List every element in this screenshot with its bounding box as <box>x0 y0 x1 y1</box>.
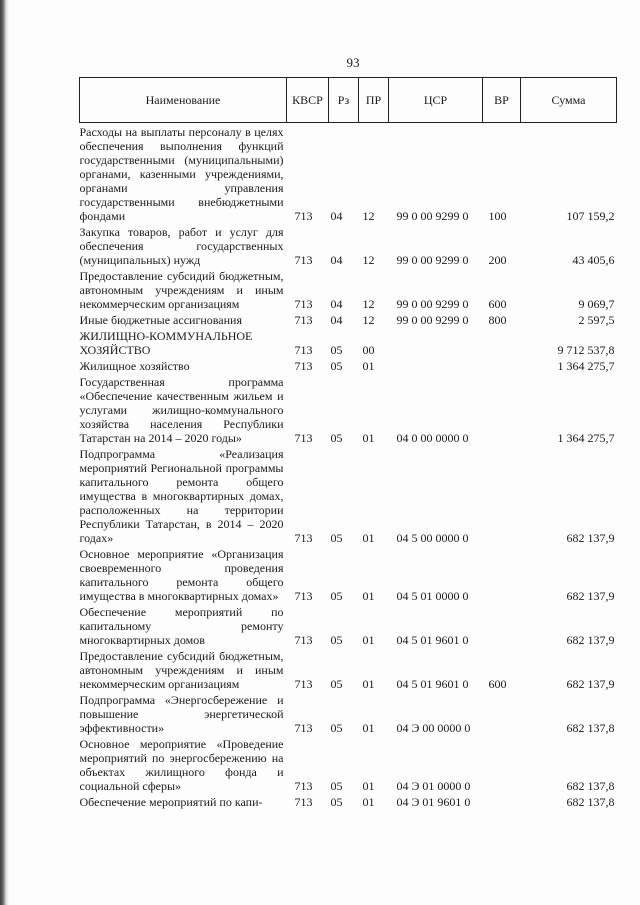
table-header-row <box>80 78 617 123</box>
cell-rz: 05 <box>330 431 343 445</box>
header-vr: ВР <box>483 78 521 123</box>
cell-rz: 05 <box>330 633 343 647</box>
cell-csr: 99 0 00 9299 0 <box>396 209 469 223</box>
cell-vr <box>483 603 521 647</box>
table-row <box>80 357 617 373</box>
cell-pr: 01 <box>362 677 375 691</box>
cell-name: Обеспечение мероприятий по капитальному ремонту многоквартирных домов <box>79 605 284 647</box>
table-row <box>80 647 617 691</box>
cell-rz: 05 <box>330 531 343 545</box>
cell-csr: 99 0 00 9299 0 <box>396 253 469 267</box>
table-row <box>80 373 617 445</box>
cell-csr: 04 Э 01 9601 0 <box>396 795 471 809</box>
table-row <box>80 691 617 735</box>
cell-rz: 04 <box>330 209 343 223</box>
cell-sum: 682 137,8 <box>566 779 615 793</box>
table-body <box>80 123 617 810</box>
cell-csr: 04 5 01 9601 0 <box>396 633 469 647</box>
cell-rz: 04 <box>330 313 343 327</box>
cell-csr: 04 0 00 0000 0 <box>396 431 469 445</box>
table-row <box>80 735 617 793</box>
cell-pr: 12 <box>362 297 375 311</box>
cell-csr: 04 Э 01 0000 0 <box>396 779 471 793</box>
cell-vr: 100 <box>488 209 507 223</box>
cell-vr <box>483 357 521 373</box>
table-row <box>80 123 617 224</box>
cell-kvsr: 713 <box>294 431 313 445</box>
cell-pr: 12 <box>362 313 375 327</box>
cell-vr <box>483 327 521 357</box>
cell-vr <box>483 793 521 809</box>
cell-pr: 01 <box>362 431 375 445</box>
table-row <box>80 545 617 603</box>
cell-csr: 99 0 00 9299 0 <box>396 313 469 327</box>
header-rz: Рз <box>329 78 359 123</box>
cell-csr: 04 5 01 0000 0 <box>396 589 469 603</box>
table-row <box>80 311 617 327</box>
cell-kvsr: 713 <box>294 313 313 327</box>
cell-name: Подпрограмма «Энергосбережение и повышение энергетической эффективности» <box>79 693 284 735</box>
cell-sum: 682 137,9 <box>566 677 615 691</box>
cell-sum: 682 137,9 <box>566 589 615 603</box>
cell-sum: 1 364 275,7 <box>557 359 615 373</box>
cell-sum: 43 405,6 <box>572 253 615 267</box>
cell-pr: 00 <box>362 343 375 357</box>
cell-sum: 682 137,9 <box>566 531 615 545</box>
cell-sum: 1 364 275,7 <box>557 431 615 445</box>
cell-name: Обеспечение мероприятий по капи- <box>79 795 263 809</box>
cell-pr: 01 <box>362 531 375 545</box>
table-row <box>80 327 617 357</box>
cell-name: ЖИЛИЩНО-КОММУНАЛЬНОЕ ХОЗЯЙСТВО <box>79 329 253 357</box>
cell-rz: 05 <box>330 359 343 373</box>
cell-rz: 05 <box>330 677 343 691</box>
cell-sum: 682 137,9 <box>566 633 615 647</box>
cell-rz: 05 <box>330 343 343 357</box>
cell-vr: 200 <box>488 253 507 267</box>
cell-name: Предоставление субсидий бюджетным, автономным учреждениям и иным некоммерческим организациям <box>79 269 284 311</box>
cell-vr <box>483 545 521 603</box>
cell-vr <box>483 735 521 793</box>
cell-kvsr: 713 <box>294 795 313 809</box>
cell-kvsr: 713 <box>294 297 313 311</box>
cell-kvsr: 713 <box>294 677 313 691</box>
cell-kvsr: 713 <box>294 253 313 267</box>
cell-pr: 01 <box>362 589 375 603</box>
cell-vr: 800 <box>488 313 507 327</box>
cell-pr: 12 <box>362 253 375 267</box>
table-row <box>80 793 617 809</box>
cell-kvsr: 713 <box>294 531 313 545</box>
cell-rz: 05 <box>330 795 343 809</box>
cell-name: Закупка товаров, работ и услуг для обеспечения государственных (муниципальных) нужд <box>79 225 284 267</box>
cell-pr: 01 <box>362 359 375 373</box>
cell-kvsr: 713 <box>294 343 313 357</box>
cell-vr <box>483 691 521 735</box>
cell-csr: 04 5 01 9601 0 <box>396 677 469 691</box>
cell-name: Подпрограмма «Реализация мероприятий Региональной программы капитального ремонта общего имущества в многоквартирных домах, расположенных на территории Республики Татарстан, в 2014 – 2020 годах» <box>79 447 284 545</box>
cell-kvsr: 713 <box>294 359 313 373</box>
cell-sum: 2 597,5 <box>578 313 615 327</box>
header-csr: ЦСР <box>389 78 483 123</box>
cell-sum: 682 137,8 <box>566 721 615 735</box>
cell-vr: 600 <box>488 677 507 691</box>
cell-name: Основное мероприятие «Организация своевременного проведения капитального ремонта общего имущества в многоквартирных домах» <box>79 547 284 603</box>
cell-rz: 04 <box>330 253 343 267</box>
cell-kvsr: 713 <box>294 721 313 735</box>
cell-name: Основное мероприятие «Проведение мероприятий по энергосбережению на объектах жилищного фонда и социальной сферы» <box>79 737 284 793</box>
cell-rz: 05 <box>330 721 343 735</box>
page-number: 93 <box>346 55 360 70</box>
cell-pr: 01 <box>362 633 375 647</box>
cell-pr: 01 <box>362 721 375 735</box>
cell-rz: 05 <box>330 589 343 603</box>
cell-kvsr: 713 <box>294 633 313 647</box>
cell-kvsr: 713 <box>294 209 313 223</box>
header-pr: ПР <box>359 78 389 123</box>
cell-kvsr: 713 <box>294 779 313 793</box>
budget-table <box>79 77 617 809</box>
cell-csr: 04 5 00 0000 0 <box>396 531 469 545</box>
cell-name: Государственная программа «Обеспечение качественным жильем и услугами жилищно-коммунального хозяйства населения Республики Татарстан на 2014 – 2020 годы» <box>79 375 284 445</box>
cell-sum: 9 069,7 <box>578 297 615 311</box>
header-kvsr: КВСР <box>287 78 329 123</box>
table-row <box>80 445 617 545</box>
cell-vr: 600 <box>488 297 507 311</box>
header-name: Наименование <box>80 78 287 123</box>
cell-name: Предоставление субсидий бюджетным, автономным учреждениям и иным некоммерческим организациям <box>79 649 284 691</box>
cell-sum: 107 159,2 <box>566 209 615 223</box>
cell-sum: 682 137,8 <box>566 795 615 809</box>
cell-vr <box>483 373 521 445</box>
table-row <box>80 267 617 311</box>
cell-pr: 01 <box>362 779 375 793</box>
cell-pr: 12 <box>362 209 375 223</box>
cell-name: Иные бюджетные ассигнования <box>79 313 242 327</box>
cell-csr: 04 Э 00 0000 0 <box>396 721 471 735</box>
cell-rz: 05 <box>330 779 343 793</box>
scan-left-edge <box>0 0 9 905</box>
cell-sum: 9 712 537,8 <box>557 343 615 357</box>
cell-csr <box>389 327 483 357</box>
cell-name: Жилищное хозяйство <box>79 359 190 373</box>
cell-csr: 99 0 00 9299 0 <box>396 297 469 311</box>
cell-kvsr: 713 <box>294 589 313 603</box>
cell-csr <box>389 357 483 373</box>
cell-name: Расходы на выплаты персоналу в целях обеспечения выполнения функций государственными (муниципальными) органами, казенными учреждениями, органами управления государственными внебюджетными фондами <box>79 125 284 223</box>
header-sum: Сумма <box>521 78 617 123</box>
table-row <box>80 223 617 267</box>
cell-rz: 04 <box>330 297 343 311</box>
cell-vr <box>483 445 521 545</box>
cell-pr: 01 <box>362 795 375 809</box>
table-row <box>80 603 617 647</box>
